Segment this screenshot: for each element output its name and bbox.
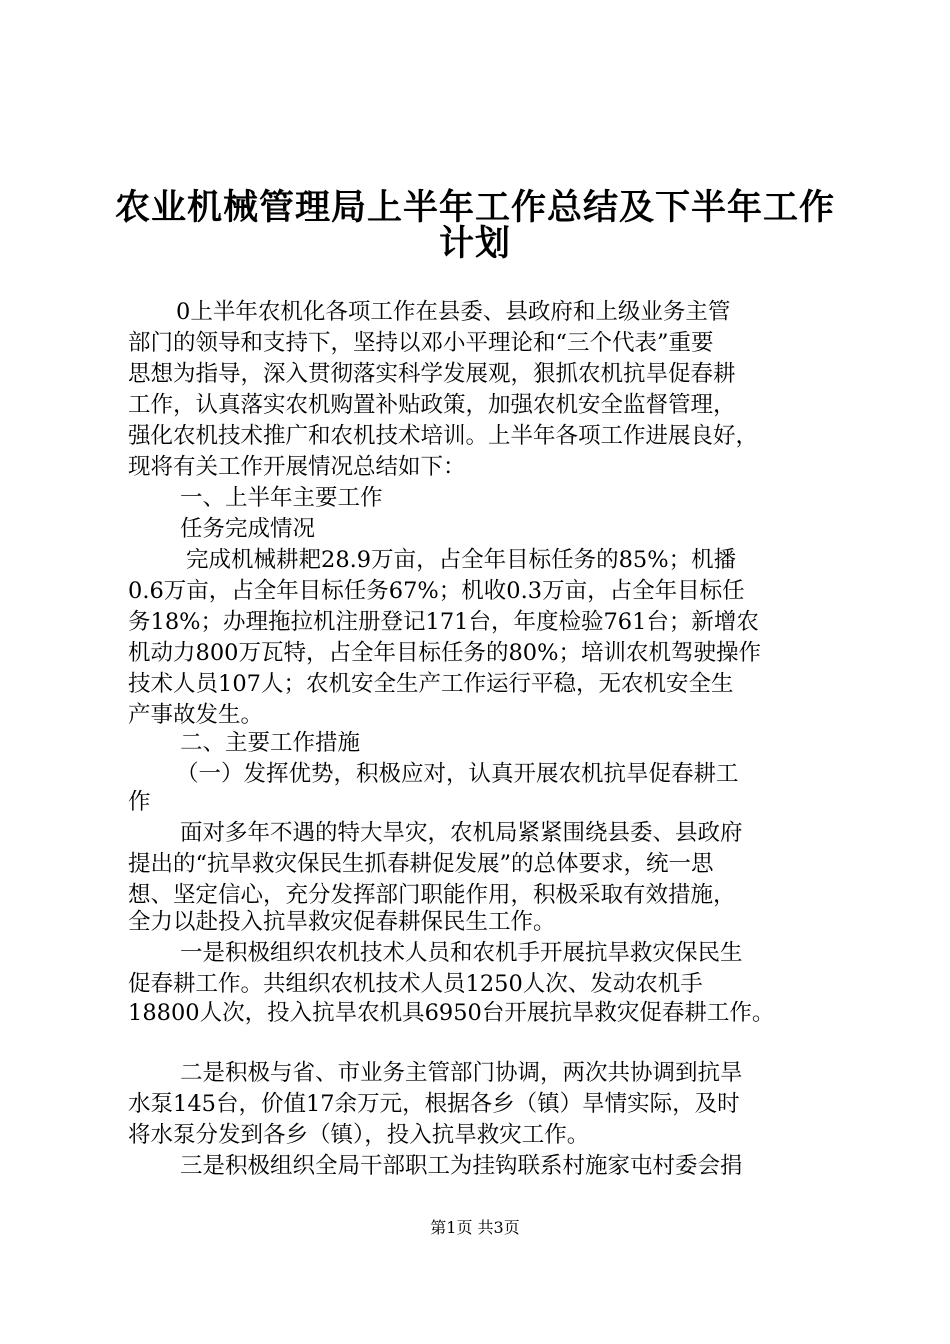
body-line: 务18%；办理拖拉机注册登记171台，年度检验761台；新增农 <box>128 609 759 635</box>
subsection-heading: （一）发挥优势，积极应对，认真开展农机抗旱促春耕工 <box>176 761 739 787</box>
body-line: 技术人员107人；农机安全生产工作运行平稳，无农机安全生 <box>128 671 734 697</box>
body-line: 水泵145台，价值17余万元，根据各乡（镇）旱情实际，及时 <box>128 1091 740 1117</box>
body-line: 将水泵分发到各乡（镇），投入抗旱救灾工作。 <box>128 1122 590 1148</box>
body-line: 现将有关工作开展情况总结如下： <box>128 454 466 480</box>
body-line: 想、坚定信心，充分发挥部门职能作用，积极采取有效措施， <box>128 882 736 908</box>
body-line: 面对多年不遇的特大旱灾，农机局紧紧围绕县委、县政府 <box>180 820 743 846</box>
body-line: 三是积极组织全局干部职工为挂钩联系村施家屯村委会捐 <box>180 1153 743 1179</box>
body-line: 机动力800万瓦特，占全年目标任务的80%；培训农机驾驶操作 <box>128 640 761 666</box>
body-line: 0.6万亩，占全年目标任务67%；机收0.3万亩，占全年目标任 <box>128 578 745 604</box>
body-line: 18800人次，投入抗旱农机具6950台开展抗旱救灾促春耕工作。 <box>128 1000 775 1026</box>
body-line: 强化农机技术推广和农机技术培训。上半年各项工作进展良好， <box>128 423 759 449</box>
body-line: 思想为指导，深入贯彻落实科学发展观，狠抓农机抗旱促春耕 <box>128 361 736 387</box>
subsection-heading: 任务完成情况 <box>180 516 316 542</box>
body-line: 一是积极组织农机技术人员和农机手开展抗旱救灾保民生 <box>180 940 743 966</box>
body-line: 部门的领导和支持下，坚持以邓小平理论和“三个代表”重要 <box>128 330 714 356</box>
body-line: 作 <box>128 789 151 815</box>
body-line: 工作，认真落实农机购置补贴政策，加强农机安全监督管理， <box>128 392 736 418</box>
page-number-footer: 第1页 共3页 <box>430 1218 520 1237</box>
body-line: 完成机械耕耙28.9万亩，占全年目标任务的85%；机播 <box>186 547 737 573</box>
body-line: 产事故发生。 <box>128 702 264 728</box>
body-line: 二是积极与省、市业务主管部门协调，两次共协调到抗旱 <box>180 1060 743 1086</box>
section-heading-2: 二、主要工作措施 <box>180 730 361 756</box>
document-title-line-1: 农业机械管理局上半年工作总结及下半年工作 <box>114 187 835 228</box>
body-line: 促春耕工作。共组织农机技术人员1250人次、发动农机手 <box>128 971 703 997</box>
document-title-line-2: 计划 <box>438 223 511 264</box>
section-heading-1: 一、上半年主要工作 <box>180 485 383 511</box>
body-line: 提出的“抗旱救灾保民生抓春耕促发展”的总体要求，统一思 <box>128 851 714 877</box>
body-line: 0上半年农机化各项工作在县委、县政府和上级业务主管 <box>176 299 731 325</box>
body-line: 全力以赴投入抗旱救灾促春耕保民生工作。 <box>128 909 556 935</box>
